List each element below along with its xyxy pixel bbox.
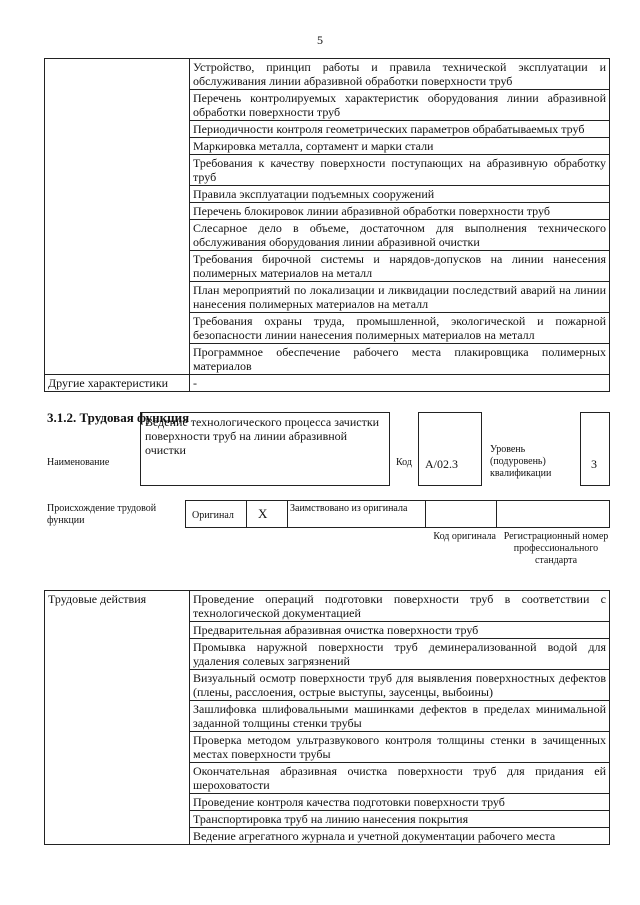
action-item: Зашлифовка шлифовальными машинками дефектов в пределах минимальной заданной толщины стенки трубы <box>190 701 610 732</box>
knowledge-item: Программное обеспечение рабочего места плакировщика полимерных материалов <box>190 344 610 375</box>
original-mark-cell <box>246 501 288 527</box>
action-item: Проведение контроля качества подготовки поверхности труб <box>190 794 610 811</box>
actions-label: Трудовые действия <box>45 591 190 845</box>
action-item: Окончательная абразивная очистка поверхности труб для придания ей шероховатости <box>190 763 610 794</box>
original-mark: X <box>258 506 268 521</box>
action-item: Транспортировка труб на линию нанесения покрытия <box>190 811 610 828</box>
page-number: 5 <box>317 33 323 47</box>
action-item: Проведение операций подготовки поверхности труб в соответствии с технологической документацией <box>190 591 610 622</box>
knowledge-item: Требования к качеству поверхности поступающих на абразивную обработку труб <box>190 155 610 186</box>
other-characteristics-row <box>45 375 610 392</box>
action-item: Проверка методом ультразвукового контроля толщины стенки в зачищенных местах поверхности трубы <box>190 732 610 763</box>
knowledge-label-cell <box>45 59 190 375</box>
code-value-box <box>418 412 482 486</box>
actions-table <box>44 590 610 845</box>
action-item: Ведение агрегатного журнала и учетной документации рабочего места <box>190 828 610 845</box>
other-characteristics-value: - <box>190 375 610 392</box>
level-value: 3 <box>591 457 597 471</box>
knowledge-item: Устройство, принцип работы и правила технической эксплуатации и обслуживания линии абразивной обработки поверхности труб <box>190 59 610 90</box>
knowledge-table <box>44 58 610 392</box>
code-original-caption: Код оригинала <box>433 531 496 542</box>
knowledge-item: Слесарное дело в объеме, достаточном для выполнения технического обслуживания оборудования линии абразивной очистки <box>190 220 610 251</box>
name-value: Ведение технологического процесса зачистки поверхности труб на линии абразивной очистки <box>145 415 380 457</box>
original-label: Оригинал <box>192 510 234 521</box>
knowledge-item: Требования бирочной системы и нарядов-допусков на линии нанесения полимерных материалов на металл <box>190 251 610 282</box>
borrowed-label: Заимствовано из оригинала <box>290 503 408 514</box>
name-value-box <box>140 412 390 486</box>
knowledge-item: Правила эксплуатации подъемных сооружений <box>190 186 610 203</box>
code-label: Код <box>396 457 412 468</box>
origin-label: Происхождение трудовой функции <box>47 503 157 526</box>
level-label: Уровень (подуровень) квалификации <box>490 444 552 479</box>
knowledge-row <box>45 59 610 90</box>
knowledge-item: Перечень контролируемых характеристик оборудования линии абразивной обработки поверхности труб <box>190 90 610 121</box>
knowledge-item: План мероприятий по локализации и ликвидации последствий аварий на линии нанесения полимерных материалов на металл <box>190 282 610 313</box>
knowledge-item: Маркировка металла, сортамент и марки стали <box>190 138 610 155</box>
origin-box <box>185 500 610 528</box>
section-title: 3.1.2. Трудовая функция <box>47 410 190 425</box>
name-label: Наименование <box>47 457 110 468</box>
action-item: Предварительная абразивная очистка поверхности труб <box>190 622 610 639</box>
code-original-cell <box>425 501 497 527</box>
other-characteristics-label: Другие характеристики <box>45 375 190 392</box>
knowledge-item: Периодичности контроля геометрических параметров обрабатываемых труб <box>190 121 610 138</box>
action-item: Промывка наружной поверхности труб деминерализованной водой для удаления солевых загрязнений <box>190 639 610 670</box>
action-item: Визуальный осмотр поверхности труб для выявления поверхностных дефектов (плены, расслоения, острые выступы, заусенцы, выбоины) <box>190 670 610 701</box>
code-value: A/02.3 <box>425 457 458 471</box>
knowledge-item: Перечень блокировок линии абразивной обработки поверхности труб <box>190 203 610 220</box>
action-row <box>45 591 610 622</box>
reg-number-caption: Регистрационный номер профессионального стандарта <box>503 531 609 566</box>
level-value-box <box>580 412 610 486</box>
knowledge-item: Требования охраны труда, промышленной, экологической и пожарной безопасности линии нанесения полимерных материалов на металл <box>190 313 610 344</box>
